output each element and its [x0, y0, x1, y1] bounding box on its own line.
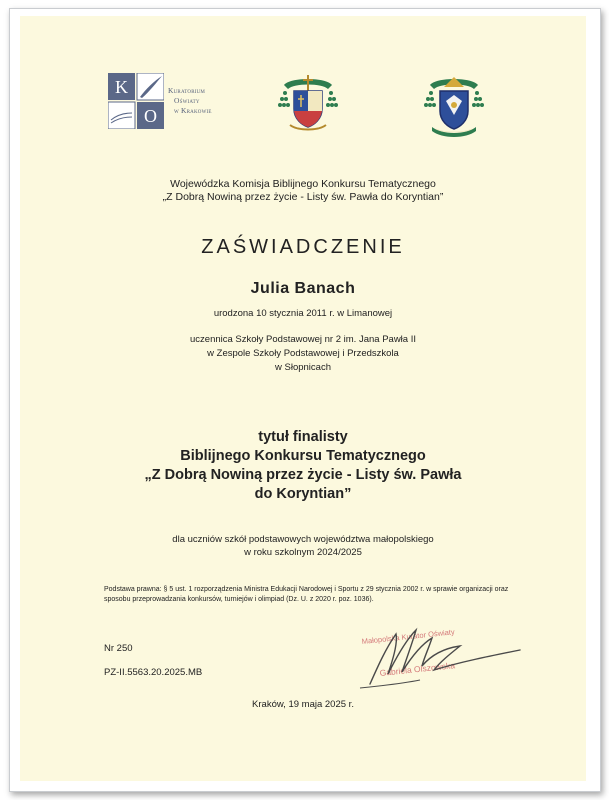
- certificate-paper: [20, 16, 586, 781]
- ko-emblem-icon: [108, 73, 164, 129]
- signature-stamp: [340, 614, 540, 694]
- commission-header: [20, 178, 586, 204]
- school-line-3: w Słopnicach: [275, 362, 331, 373]
- audience-line-1: dla uczniów szkół podstawowych województwa małopolskiego: [172, 534, 434, 545]
- school-line-1: uczennica Szkoły Podstawowej nr 2 im. Jana Pawła II: [190, 334, 416, 345]
- episcopal-coat-of-arms-right-icon: [422, 71, 486, 141]
- episcopal-coat-of-arms-left-icon: [276, 71, 340, 135]
- document-reference: PZ-II.5563.20.2025.MB: [104, 667, 203, 678]
- kuratorium-name: [168, 86, 238, 116]
- award-line-4: do Koryntian”: [254, 486, 352, 502]
- document-title: ZAŚWIADCZENIE: [201, 236, 405, 258]
- legal-basis: Podstawa prawna: § 5 ust. 1 rozporządzenia Ministra Edukacji Narodowej i Sportu z 29 stycznia 2002 r. w sprawie organizacji oraz sposobu przeprowadzania konkursów, turniejów i olimpiad (Dz. U. z 2020 r. poz. 1036).: [104, 586, 509, 603]
- stamp-line-1: Małopolska Kurator Oświaty: [361, 627, 456, 646]
- logos-row: [20, 16, 586, 146]
- place-and-date: Kraków, 19 maja 2025 r.: [252, 699, 354, 710]
- recipient-name: Julia Banach: [250, 280, 356, 297]
- audience-info: [20, 533, 586, 559]
- award-title: [20, 428, 586, 504]
- kuratorium-logo: [108, 73, 228, 135]
- ko-letter-o: O: [144, 106, 157, 126]
- document-number: Nr 250: [104, 643, 133, 654]
- kuratorium-line-3: w Krakowie: [174, 106, 212, 115]
- kuratorium-line-1: Kuratorium: [168, 86, 206, 95]
- school-line-2: w Zespole Szkoły Podstawowej i Przedszkola: [207, 348, 399, 359]
- award-line-3: „Z Dobrą Nowiną przez życie - Listy św. Pawła: [144, 467, 462, 483]
- recipient-birth: urodzona 10 stycznia 2011 r. w Limanowej: [213, 308, 393, 319]
- commission-line-1: Wojewódzka Komisja Biblijnego Konkursu Tematycznego: [170, 178, 436, 190]
- kuratorium-line-2: Oświaty: [174, 96, 200, 105]
- audience-line-2: w roku szkolnym 2024/2025: [244, 547, 362, 558]
- stamp-line-2: Gabriela Olszowska: [379, 660, 456, 678]
- ko-letter-k: K: [115, 77, 128, 97]
- award-line-1: tytuł finalisty: [258, 429, 348, 445]
- award-line-2: Biblijnego Konkursu Tematycznego: [180, 448, 426, 464]
- commission-line-2: „Z Dobrą Nowiną przez życie - Listy św. Pawła do Koryntian”: [162, 191, 444, 203]
- school-info: [20, 333, 586, 375]
